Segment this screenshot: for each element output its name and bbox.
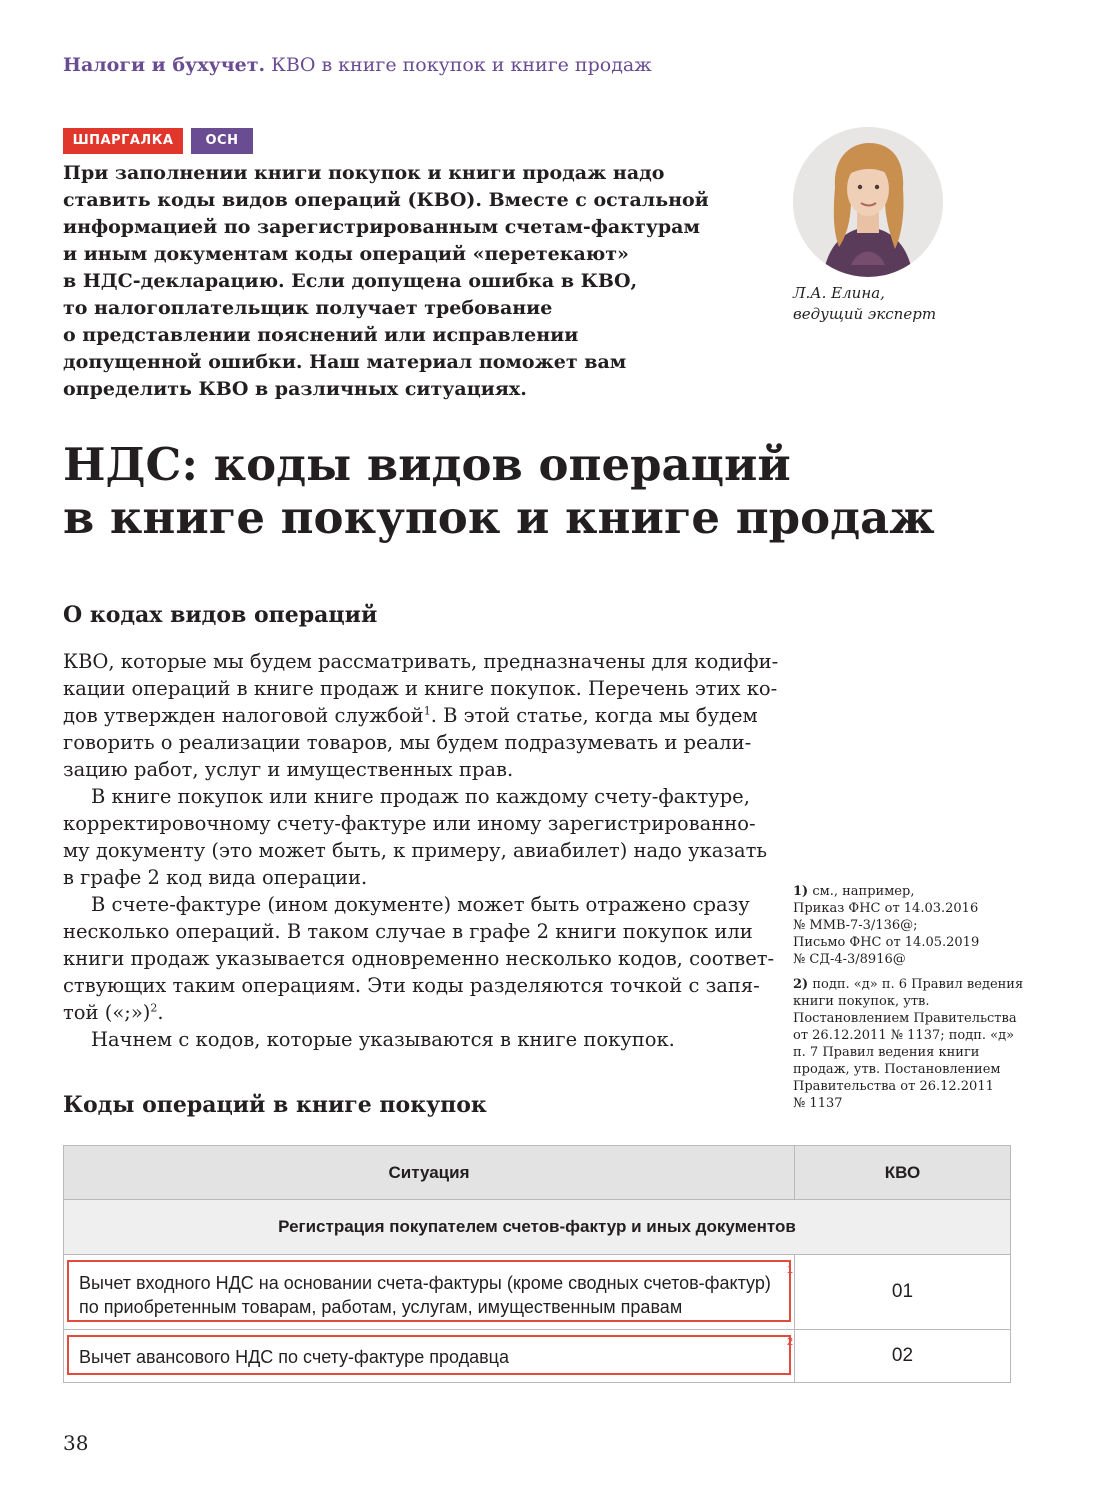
footnote-ref-2[interactable]: 2 xyxy=(150,1001,158,1015)
table-header-row xyxy=(64,1146,1011,1200)
footnote-line: от 26.12.2011 № 1137; подп. «д» xyxy=(793,1028,1015,1043)
kvo-cell: 01 xyxy=(795,1255,1011,1330)
footnote-line: книги покупок, утв. xyxy=(793,994,930,1009)
table-group-row xyxy=(64,1200,1011,1255)
footnote-ref-1[interactable]: 1 xyxy=(423,704,431,718)
body-line: Начнем с кодов, которые указываются в книге покупок. xyxy=(91,1028,675,1051)
table-row xyxy=(64,1330,1011,1383)
lead-line: информацией по зарегистрированным счетам-фактурам xyxy=(63,216,700,238)
lead-line: в НДС-декларацию. Если допущена ошибка в КВО, xyxy=(63,270,638,292)
kvo-table xyxy=(63,1145,1010,1383)
author-role: ведущий эксперт xyxy=(793,305,937,323)
body-text: дов утвержден налоговой службой xyxy=(63,704,424,727)
footnote-line xyxy=(793,976,1024,993)
kvo-cell: 02 xyxy=(795,1330,1011,1383)
body-line: ствующих таким операциям. Эти коды разделяются точкой с запя- xyxy=(63,974,760,997)
highlight-box xyxy=(67,1335,791,1375)
title-line: в книге покупок и книге продаж xyxy=(63,491,935,544)
lead-line: и иным документам коды операций «перетекают» xyxy=(63,243,629,265)
author-name: Л.А. Елина, xyxy=(793,284,885,302)
footnote-text: подп. «д» п. 6 Правил ведения xyxy=(812,977,1024,992)
footnote-line: № ММВ-7-3/136@; xyxy=(793,918,918,933)
footnote-1 xyxy=(793,883,1013,968)
footnote-2 xyxy=(793,976,1024,1112)
section-heading-purchase-codes: Коды операций в книге покупок xyxy=(63,1092,487,1118)
lead-line: ставить коды видов операций (КВО). Вместе с остальной xyxy=(63,189,709,211)
body-text: . В этой статье, когда мы будем xyxy=(430,704,758,727)
body-line: В книге покупок или книге продаж по каждому счету-фактуре, xyxy=(91,785,750,808)
situation-text: по приобретенным товарам, работам, услугам, имущественным правам xyxy=(79,1297,683,1317)
body-text: той («;») xyxy=(63,1001,151,1024)
lead-line: При заполнении книги покупок и книги продаж надо xyxy=(63,162,665,184)
footnote-line: Приказ ФНС от 14.03.2016 xyxy=(793,901,979,916)
article-title xyxy=(63,438,935,544)
article-body xyxy=(63,648,779,1053)
body-line: В счете-фактуре (ином документе) может быть отражено сразу xyxy=(91,893,750,916)
lead-line: допущенной ошибки. Наш материал поможет вам xyxy=(63,351,627,373)
body-line: кации операций в книге продаж и книге покупок. Перечень этих ко- xyxy=(63,677,778,700)
body-line: несколько операций. В таком случае в графе 2 книги покупок или xyxy=(63,920,753,943)
situation-text: Вычет авансового НДС по счету-фактуре продавца xyxy=(79,1347,509,1367)
footnote-line: продаж, утв. Постановлением xyxy=(793,1062,1001,1077)
tag-cheatsheet: ШПАРГАЛКА xyxy=(63,128,183,154)
footnote-num: 1) xyxy=(793,884,809,899)
highlight-marker: 2 xyxy=(786,1336,793,1348)
footnote-text: см., например, xyxy=(812,884,915,899)
body-line: той («;»)$^2$. xyxy=(63,1001,164,1024)
lead-line: то налогоплательщик получает требование xyxy=(63,297,553,319)
footnote-line: Письмо ФНС от 14.05.2019 xyxy=(793,935,980,950)
title-line: НДС: коды видов операций xyxy=(63,438,791,491)
author-photo xyxy=(793,127,943,277)
body-line: зацию работ, услуг и имущественных прав. xyxy=(63,758,514,781)
situation-cell xyxy=(64,1330,795,1383)
body-line: КВО, которые мы будем рассматривать, предназначены для кодифи- xyxy=(63,650,779,673)
highlight-marker: 1 xyxy=(786,1264,793,1276)
footnote-line xyxy=(793,883,1013,900)
situation-cell xyxy=(64,1255,795,1330)
header-topic: КВО в книге покупок и книге продаж xyxy=(271,54,652,76)
table-row xyxy=(64,1255,1011,1330)
body-line: му документу (это может быть, к примеру, авиабилет) надо указать xyxy=(63,839,768,862)
footnote-line: № СД-4-3/8916@ xyxy=(793,952,906,967)
footnote-num: 2) xyxy=(793,977,809,992)
footnote-line: Постановлением Правительства xyxy=(793,1011,1017,1026)
situation-text: Вычет входного НДС на основании счета-фактуры (кроме сводных счетов-фактур) xyxy=(79,1273,771,1293)
lead-paragraph xyxy=(63,160,743,403)
tag-osn: ОСН xyxy=(191,128,253,154)
body-line xyxy=(63,702,758,729)
group-label: Регистрация покупателем счетов-фактур и иных документов xyxy=(64,1200,1011,1255)
footnote-line: Правительства от 26.12.2011 xyxy=(793,1079,994,1094)
footnote-line: № 1137 xyxy=(793,1096,843,1111)
header-section: Налоги и бухучет. xyxy=(63,54,266,76)
column-header-situation: Ситуация xyxy=(64,1146,795,1200)
body-line: говорить о реализации товаров, мы будем подразумевать и реали- xyxy=(63,731,752,754)
author-caption xyxy=(793,283,936,325)
body-line: книги продаж указывается одновременно несколько кодов, соответ- xyxy=(63,947,775,970)
running-header xyxy=(63,54,652,76)
highlight-box xyxy=(67,1260,791,1322)
lead-line: о представлении пояснений или исправлении xyxy=(63,324,579,346)
page-number: 38 xyxy=(63,1431,89,1455)
lead-line: определить КВО в различных ситуациях. xyxy=(63,378,527,400)
body-line: в графе 2 код вида операции. xyxy=(63,866,368,889)
column-header-kvo: КВО xyxy=(795,1146,1011,1200)
footnote-line: п. 7 Правил ведения книги xyxy=(793,1045,980,1060)
body-line: корректировочному счету-фактуре или иному зарегистрированно- xyxy=(63,812,756,835)
section-heading-codes: О кодах видов операций xyxy=(63,602,378,628)
